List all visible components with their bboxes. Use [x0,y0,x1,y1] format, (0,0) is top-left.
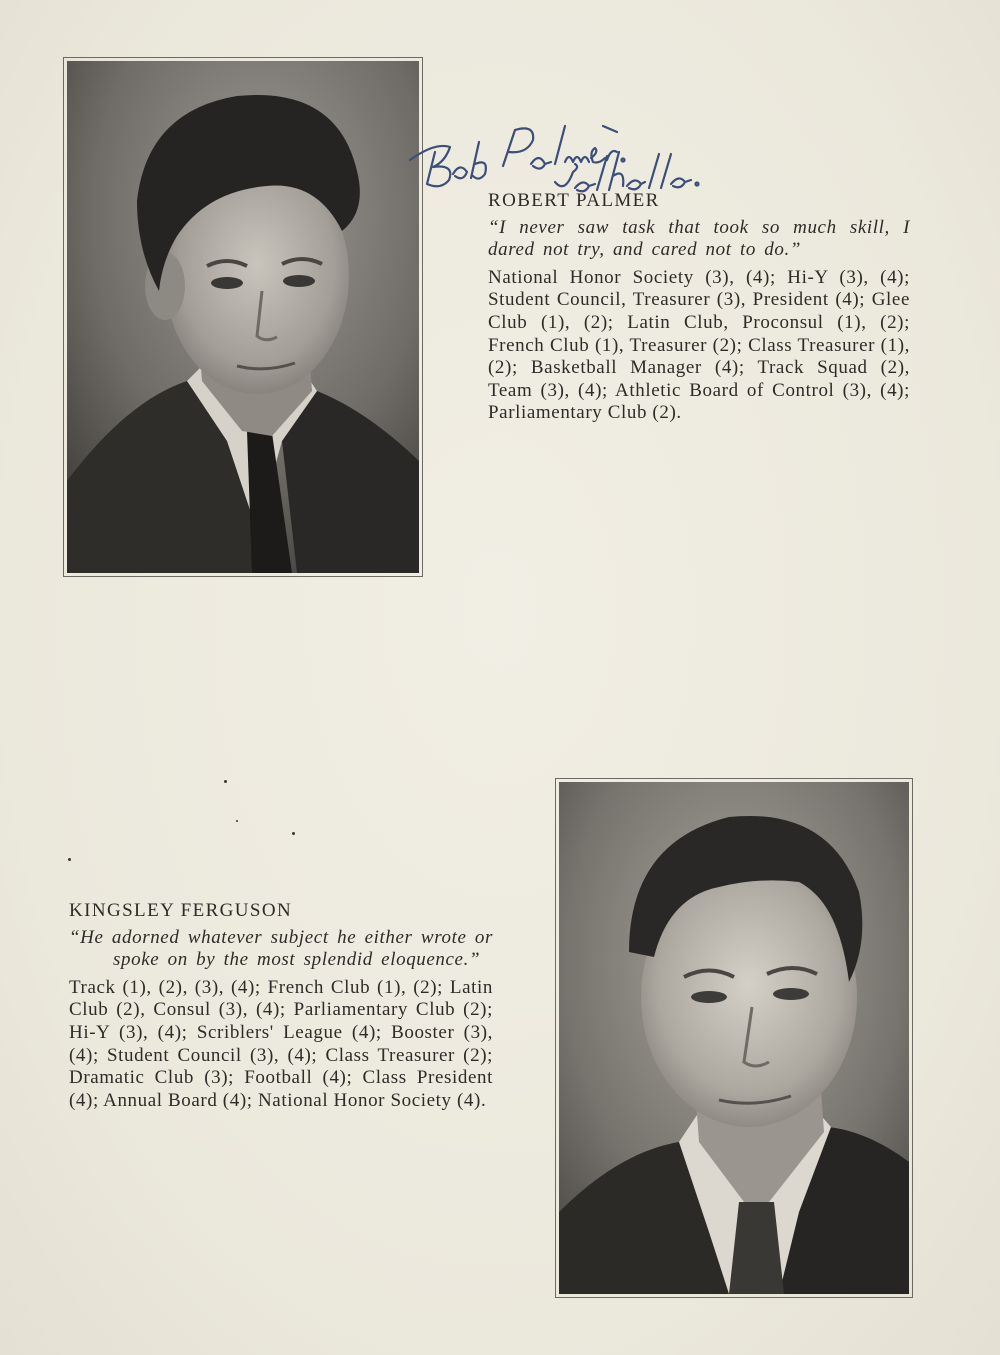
student-quote: “I never saw task that took so much skill, I dared not try, and cared not to do.” [488,216,910,261]
bio-kingsley-ferguson [69,900,493,1112]
scan-speck [68,858,71,861]
student-activities: National Honor Society (3), (4); Hi-Y (3), (4); Student Council, Treasurer (3), President (4); Glee Club (1), (2); Latin Club, Proconsul (1), (2); French Club (1), Treasurer (2); Class Treasurer (1), (2); Basketball Manager (4); Track Squad (2), Team (3), (4); Athletic Board of Control (3), (4); Parliamentary Club (2). [488,266,910,424]
student-name: ROBERT PALMER [488,190,660,211]
scan-speck [292,832,295,835]
portrait-robert-palmer [63,57,423,577]
student-name: KINGSLEY FERGUSON [69,900,293,921]
handwritten-signature [405,112,705,202]
student-quote: “He adorned whatever subject he either wrote or spoke on by the most splendid eloquence.” [69,926,493,971]
portrait-kingsley-ferguson [555,778,913,1298]
student-activities: Track (1), (2), (3), (4); French Club (1), (2); Latin Club (2), Consul (3), (4); Parliamentary Club (2); Hi-Y (3), (4); Scriblers' League (4); Booster (3), (4); Student Council (3), (4); Class Treasurer (2); Dramatic Club (3); Football (4); Class President (4); Annual Board (4); National Honor Society (4). [69,976,493,1111]
bio-robert-palmer [488,190,910,425]
scan-speck [236,820,238,822]
scan-speck [224,780,227,783]
portrait-photo [67,61,419,573]
portrait-photo [559,782,909,1294]
